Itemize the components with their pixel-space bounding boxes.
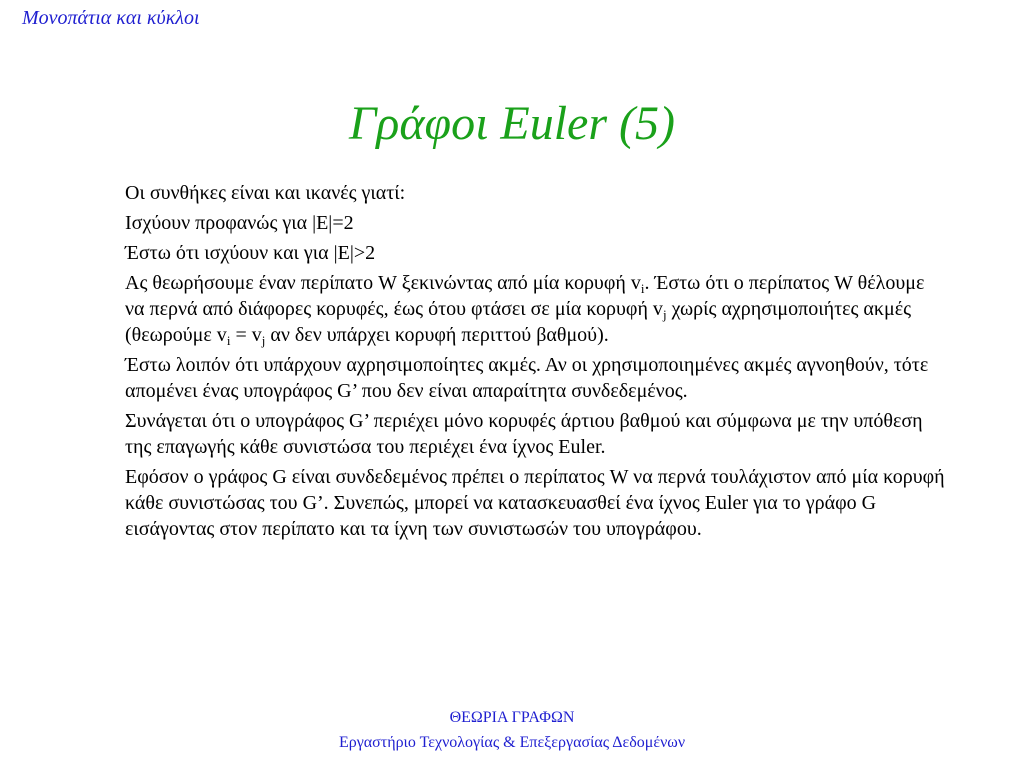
paragraph-4-text-1: Ας θεωρήσουμε έναν περίπατο W ξεκινώντας από μία κορυφή v	[125, 272, 641, 294]
paragraph-6: Συνάγεται ότι ο υπογράφος G’ περιέχει μόνο κορυφές άρτιου βαθμού και σύμφωνα με την υπόθεση της επαγωγής κάθε συνιστώσα του περιέχει ένα ίχνος Euler.	[125, 410, 923, 458]
footer-lab-name: Εργαστήριο Τεχνολογίας & Επεξεργασίας Δεδομένων	[338, 734, 686, 751]
slide-body	[125, 180, 945, 546]
subscript-i: i	[640, 281, 645, 296]
paragraph-1: Οι συνθήκες είναι και ικανές γιατί:	[125, 182, 406, 204]
paragraph-4-text-5: αν δεν υπάρχει κορυφή περιττού βαθμού).	[265, 324, 609, 346]
slide-title: Γράφοι Euler (5)	[348, 97, 676, 150]
subscript-j: j	[662, 307, 667, 322]
paragraph-4-text-2: . Έστω ότι ο περίπατος W θέλουμε να περνά από διάφορες κορυφές, έως ότου φτάσει σε μία κορυφή v	[125, 272, 925, 320]
subscript-i: i	[226, 333, 231, 348]
footer-course-title: ΘΕΩΡΙΑ ΓΡΑΦΩΝ	[449, 709, 575, 726]
paragraph-7: Εφόσον ο γράφος G είναι συνδεδεμένος πρέπει ο περίπατος W να περνά τουλάχιστον από μία κορυφή κάθε συνιστώσας του G’. Συνεπώς, μπορεί να κατασκευασθεί ένα ίχνος Euler για το γράφο G εισάγοντας στον περίπατο και τα ίχνη των συνιστωσών του υπογράφου.	[125, 466, 945, 540]
slide-footer	[0, 705, 1024, 755]
subscript-j: j	[261, 333, 266, 348]
paragraph-3: Έστω ότι ισχύουν και για |E|>2	[125, 242, 376, 264]
paragraph-5: Έστω λοιπόν ότι υπάρχουν αχρησιμοποίητες ακμές. Αν οι χρησιμοποιημένες ακμές αγνοηθούν, τότε απομένει ένας υπογράφος G’ που δεν είναι απαραίτητα συνδεδεμένος.	[125, 354, 929, 402]
paragraph-4	[125, 270, 945, 348]
section-header: Μονοπάτια και κύκλοι	[22, 7, 200, 29]
paragraph-2: Ισχύουν προφανώς για |E|=2	[125, 212, 354, 234]
paragraph-4-text-4: = v	[230, 324, 262, 346]
paragraph-4-text-3: χωρίς αχρησιμοποιήτες ακμές (θεωρούμε v	[125, 298, 912, 346]
